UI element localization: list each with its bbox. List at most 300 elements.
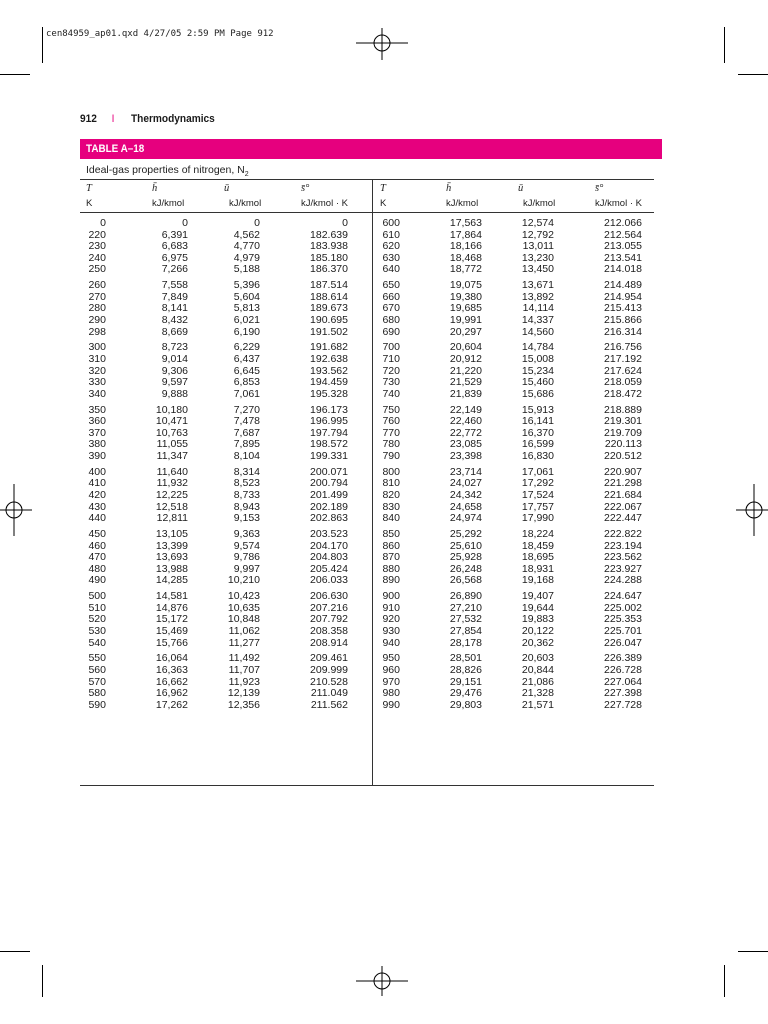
table-cell-temperature: 780 (382, 438, 400, 451)
table-cell-entropy: 214.489 (604, 279, 642, 292)
table-cell-entropy: 227.728 (604, 698, 642, 711)
table-cell-temperature: 270 (88, 290, 106, 303)
table-cell-internal-energy: 5,396 (233, 279, 260, 292)
table-cell-temperature: 230 (88, 240, 106, 253)
table-cell-temperature: 800 (382, 465, 400, 478)
table-cell-temperature: 360 (88, 415, 106, 428)
table-cell-entropy: 222.067 (604, 500, 642, 513)
table-cell-internal-energy: 17,524 (521, 489, 554, 501)
table-cell-internal-energy: 15,234 (521, 364, 554, 377)
table-cell-enthalpy: 17,563 (449, 217, 482, 229)
table-cell-entropy: 202.189 (310, 500, 348, 513)
table-cell-enthalpy: 18,468 (449, 251, 482, 264)
table-cell-enthalpy: 16,962 (155, 687, 188, 700)
table-cell-internal-energy: 11,277 (228, 636, 260, 649)
table-cell-temperature: 760 (382, 415, 400, 428)
table-cell-enthalpy: 19,685 (449, 302, 482, 315)
table-cell-internal-energy: 6,229 (233, 341, 260, 354)
table-cell-internal-energy: 7,687 (233, 426, 260, 439)
table-cell-enthalpy: 22,460 (449, 415, 482, 428)
table-cell-entropy: 223.927 (604, 562, 642, 575)
table-cell-entropy: 213.541 (604, 251, 642, 264)
internal-energy-symbol (518, 183, 523, 194)
table-cell-internal-energy: 4,770 (233, 240, 260, 253)
table-cell-internal-energy: 12,792 (521, 228, 554, 241)
table-cell-entropy: 0 (342, 217, 348, 229)
table-cell-internal-energy: 9,363 (233, 528, 260, 540)
enthalpy-unit: kJ/kmol (446, 198, 479, 209)
table-cell-enthalpy: 23,085 (449, 438, 482, 451)
table-cell-internal-energy: 9,153 (233, 512, 260, 525)
temperature-symbol (380, 183, 386, 194)
crop-mark (738, 951, 768, 952)
table-cell-enthalpy: 27,532 (449, 613, 482, 626)
table-cell-temperature: 550 (88, 652, 106, 665)
table-cell-entropy: 194.459 (310, 376, 348, 389)
table-cell-internal-energy: 8,314 (233, 465, 260, 478)
table-cell-enthalpy: 19,380 (449, 290, 482, 303)
enthalpy-symbol-text: h̄ (446, 183, 452, 194)
table-cell-entropy: 191.682 (310, 341, 348, 354)
table-cell-enthalpy: 15,172 (155, 613, 188, 626)
table-cell-entropy: 182.639 (310, 228, 348, 241)
table-cell-internal-energy: 18,931 (521, 562, 554, 575)
table-cell-entropy: 220.512 (604, 450, 642, 462)
crop-mark (0, 951, 30, 952)
table-cell-internal-energy: 15,686 (521, 387, 554, 400)
table-cell-entropy: 199.331 (310, 450, 348, 462)
caption-text: Ideal-gas properties of nitrogen, N (86, 164, 245, 176)
table-cell-enthalpy: 11,347 (156, 450, 188, 462)
internal-energy-symbol-text: ū (224, 183, 230, 194)
internal-energy-unit: kJ/kmol (229, 198, 262, 209)
table-cell-temperature: 250 (88, 263, 106, 276)
table-cell-enthalpy: 24,342 (449, 489, 482, 501)
table-cell-enthalpy: 28,501 (449, 652, 482, 665)
table-cell-temperature: 610 (382, 228, 400, 241)
table-cell-temperature: 320 (88, 364, 106, 377)
table-cell-entropy: 187.514 (310, 279, 348, 292)
table-cell-internal-energy: 11,707 (228, 664, 260, 676)
table-cell-enthalpy: 25,610 (449, 539, 482, 552)
table-cell-temperature: 950 (382, 652, 400, 665)
table-cell-entropy: 198.572 (310, 438, 348, 451)
table-cell-temperature: 870 (382, 551, 400, 564)
table-cell-enthalpy: 14,876 (155, 601, 188, 614)
table-cell-entropy: 218.059 (604, 376, 642, 389)
table-cell-entropy: 214.954 (604, 290, 642, 303)
table-cell-temperature: 910 (382, 601, 400, 614)
table-cell-temperature: 750 (382, 403, 400, 416)
table-cell-enthalpy: 27,854 (449, 625, 482, 637)
table-cell-internal-energy: 18,695 (521, 551, 554, 564)
table-cell-entropy: 225.701 (604, 625, 642, 637)
table-cell-enthalpy: 8,669 (161, 325, 188, 338)
table-cell-temperature: 500 (88, 590, 106, 603)
table-cell-enthalpy: 13,693 (155, 551, 188, 564)
table-cell-temperature: 370 (88, 426, 106, 439)
table-cell-internal-energy: 20,362 (521, 636, 554, 649)
table-cell-temperature: 890 (382, 574, 400, 587)
table-cell-entropy: 217.192 (604, 353, 642, 365)
table-cell-internal-energy: 16,599 (521, 438, 554, 451)
table-cell-temperature: 530 (88, 625, 106, 637)
table-cell-temperature: 540 (88, 636, 106, 649)
table-cell-internal-energy: 0 (254, 217, 260, 229)
table-bottom-rule (80, 785, 654, 786)
table-cell-temperature: 600 (382, 217, 400, 229)
table-cell-internal-energy: 8,733 (233, 489, 260, 501)
table-cell-entropy: 193.562 (310, 364, 348, 377)
table-cell-internal-energy: 6,190 (233, 325, 260, 338)
table-cell-internal-energy: 19,883 (521, 613, 554, 626)
table-cell-temperature: 470 (88, 551, 106, 564)
table-cell-entropy: 226.389 (604, 652, 642, 665)
table-cell-enthalpy: 27,210 (449, 601, 482, 614)
table-cell-temperature: 850 (382, 528, 400, 540)
table-cell-internal-energy: 7,061 (233, 387, 260, 400)
table-cell-entropy: 206.033 (310, 574, 348, 587)
table-cell-temperature: 0 (100, 217, 106, 229)
entropy-symbol-text: s̄° (301, 183, 310, 194)
table-cell-enthalpy: 17,262 (155, 698, 188, 711)
table-cell-enthalpy: 13,105 (155, 528, 188, 540)
table-cell-internal-energy: 6,437 (233, 353, 260, 365)
table-cell-enthalpy: 29,151 (449, 675, 482, 688)
internal-energy-unit: kJ/kmol (523, 198, 556, 209)
table-cell-internal-energy: 12,356 (227, 698, 260, 711)
table-cell-entropy: 200.071 (310, 465, 348, 478)
table-cell-internal-energy: 7,895 (233, 438, 260, 451)
table-cell-internal-energy: 17,990 (521, 512, 554, 525)
table-cell-entropy: 190.695 (310, 314, 348, 326)
table-cell-temperature: 240 (88, 251, 106, 264)
table-cell-temperature: 810 (382, 477, 400, 490)
table-cell-entropy: 220.907 (604, 465, 642, 478)
table-cell-internal-energy: 11,062 (228, 625, 260, 637)
table-cell-entropy: 219.709 (604, 426, 642, 439)
table-cell-entropy: 221.684 (604, 489, 642, 501)
table-cell-enthalpy: 6,683 (161, 240, 188, 253)
column-divider (372, 179, 373, 785)
table-cell-internal-energy: 4,562 (233, 228, 260, 241)
table-cell-temperature: 620 (382, 240, 400, 253)
crop-mark (0, 74, 30, 75)
table-cell-internal-energy: 11,492 (228, 652, 260, 665)
table-cell-enthalpy: 21,529 (449, 376, 482, 389)
table-cell-entropy: 226.047 (604, 636, 642, 649)
registration-mark-icon (356, 28, 408, 60)
table-cell-temperature: 970 (382, 675, 400, 688)
table-cell-enthalpy: 9,014 (161, 353, 188, 365)
table-cell-temperature: 740 (382, 387, 400, 400)
table-cell-enthalpy: 9,306 (161, 364, 188, 377)
table-cell-temperature: 710 (382, 353, 400, 365)
table-cell-internal-energy: 20,603 (521, 652, 554, 665)
table-cell-entropy: 223.194 (604, 539, 642, 552)
table-cell-entropy: 210.528 (310, 675, 348, 688)
table-cell-temperature: 300 (88, 341, 106, 354)
table-cell-enthalpy: 24,658 (449, 500, 482, 513)
table-cell-enthalpy: 25,292 (449, 528, 482, 540)
table-cell-entropy: 211.562 (310, 698, 348, 711)
table-cell-entropy: 217.624 (604, 364, 642, 377)
table-cell-temperature: 770 (382, 426, 400, 439)
table-cell-entropy: 189.673 (310, 302, 348, 315)
registration-mark-icon (356, 966, 408, 996)
table-cell-internal-energy: 21,328 (521, 687, 554, 700)
table-cell-entropy: 225.002 (604, 601, 642, 614)
table-cell-internal-energy: 10,210 (227, 574, 260, 587)
table-cell-internal-energy: 19,407 (521, 590, 554, 603)
table-cell-enthalpy: 9,597 (161, 376, 188, 389)
table-cell-enthalpy: 20,297 (449, 325, 482, 338)
table-cell-entropy: 185.180 (310, 251, 348, 264)
table-cell-entropy: 188.614 (310, 290, 348, 303)
table-cell-enthalpy: 29,803 (449, 698, 482, 711)
entropy-symbol-text: s̄° (595, 183, 604, 194)
table-cell-entropy: 211.049 (310, 687, 348, 700)
table-cell-temperature: 580 (88, 687, 106, 700)
table-cell-enthalpy: 19,991 (449, 314, 482, 326)
table-cell-enthalpy: 10,180 (155, 403, 188, 416)
table-cell-internal-energy: 8,943 (233, 500, 260, 513)
table-cell-temperature: 450 (88, 528, 106, 540)
table-cell-enthalpy: 12,225 (155, 489, 188, 501)
table-cell-temperature: 930 (382, 625, 400, 637)
table-cell-temperature: 670 (382, 302, 400, 315)
table-cell-enthalpy: 16,064 (155, 652, 188, 665)
registration-mark-icon (0, 484, 32, 536)
table-cell-enthalpy: 26,568 (449, 574, 482, 587)
table-cell-entropy: 207.792 (310, 613, 348, 626)
entropy-unit: kJ/kmol · K (301, 198, 348, 209)
crop-mark (42, 27, 43, 63)
table-cell-temperature: 660 (382, 290, 400, 303)
table-cell-internal-energy: 18,459 (521, 539, 554, 552)
table-cell-enthalpy: 14,285 (155, 574, 188, 587)
enthalpy-symbol (446, 183, 451, 194)
table-cell-enthalpy: 15,766 (155, 636, 188, 649)
table-cell-entropy: 227.064 (604, 675, 642, 688)
table-cell-enthalpy: 19,075 (449, 279, 482, 292)
entropy-symbol (595, 183, 603, 194)
table-cell-temperature: 460 (88, 539, 106, 552)
table-cell-enthalpy: 16,662 (155, 675, 188, 688)
table-cell-internal-energy: 16,370 (521, 426, 554, 439)
table-cell-entropy: 224.647 (604, 590, 642, 603)
table-cell-internal-energy: 14,560 (521, 325, 554, 338)
table-cell-enthalpy: 20,912 (449, 353, 482, 365)
internal-energy-symbol (224, 183, 229, 194)
table-cell-temperature: 690 (382, 325, 400, 338)
table-cell-temperature: 400 (88, 465, 106, 478)
table-cell-temperature: 220 (88, 228, 106, 241)
table-cell-internal-energy: 19,644 (521, 601, 554, 614)
registration-mark-icon (736, 484, 768, 536)
table-cell-entropy: 197.794 (310, 426, 348, 439)
table-cell-internal-energy: 13,230 (521, 251, 554, 264)
table-cell-entropy: 222.822 (604, 528, 642, 540)
table-cell-temperature: 330 (88, 376, 106, 389)
table-cell-entropy: 206.630 (310, 590, 348, 603)
table-cell-enthalpy: 0 (182, 217, 188, 229)
table-cell-temperature: 680 (382, 314, 400, 326)
table-cell-enthalpy: 11,932 (156, 477, 188, 490)
table-cell-internal-energy: 8,523 (233, 477, 260, 490)
table-cell-internal-energy: 13,011 (522, 240, 554, 253)
table-cell-temperature: 860 (382, 539, 400, 552)
table-cell-internal-energy: 19,168 (521, 574, 554, 587)
table-cell-enthalpy: 7,849 (161, 290, 188, 303)
table-cell-entropy: 203.523 (310, 528, 348, 540)
table-cell-enthalpy: 6,391 (161, 228, 188, 241)
temperature-symbol-text: T (380, 183, 386, 194)
table-cell-entropy: 216.756 (604, 341, 642, 354)
table-cell-entropy: 196.173 (310, 403, 348, 416)
table-cell-internal-energy: 13,892 (521, 290, 554, 303)
temperature-unit: K (86, 198, 93, 209)
table-cell-entropy: 212.564 (604, 228, 642, 241)
table-cell-temperature: 560 (88, 664, 106, 676)
table-cell-entropy: 207.216 (310, 601, 348, 614)
table-cell-temperature: 260 (88, 279, 106, 292)
table-cell-enthalpy: 7,266 (161, 263, 188, 276)
table-cell-temperature: 920 (382, 613, 400, 626)
table-cell-temperature: 310 (88, 353, 106, 365)
table-cell-internal-energy: 21,086 (521, 675, 554, 688)
table-cell-enthalpy: 24,027 (449, 477, 482, 490)
table-cell-enthalpy: 23,714 (449, 465, 482, 478)
table-cell-temperature: 590 (88, 698, 106, 711)
table-cell-enthalpy: 7,558 (161, 279, 188, 292)
page-number: 912 (80, 113, 97, 125)
table-cell-temperature: 510 (88, 601, 106, 614)
table-cell-enthalpy: 26,890 (449, 590, 482, 603)
table-cell-entropy: 202.863 (310, 512, 348, 525)
table-cell-internal-energy: 6,645 (233, 364, 260, 377)
table-cell-enthalpy: 15,469 (155, 625, 188, 637)
print-slug: cen84959_ap01.qxd 4/27/05 2:59 PM Page 912 (46, 29, 274, 39)
table-cell-entropy: 213.055 (604, 240, 642, 253)
table-cell-internal-energy: 8,104 (233, 450, 260, 462)
header-separator: I (111, 113, 115, 125)
table-cell-entropy: 220.113 (604, 438, 642, 451)
table-cell-entropy: 224.288 (604, 574, 642, 587)
table-cell-temperature: 290 (88, 314, 106, 326)
table-cell-temperature: 340 (88, 387, 106, 400)
table-cell-entropy: 218.889 (604, 403, 642, 416)
table-cell-temperature: 990 (382, 698, 400, 711)
table-cell-temperature: 280 (88, 302, 106, 315)
table-cell-entropy: 204.803 (310, 551, 348, 564)
table-cell-enthalpy: 8,141 (161, 302, 188, 315)
table-cell-entropy: 214.018 (604, 263, 642, 276)
table-cell-enthalpy: 14,581 (155, 590, 188, 603)
table-cell-internal-energy: 15,460 (521, 376, 554, 389)
table-cell-enthalpy: 8,432 (161, 314, 188, 326)
table-top-rule (80, 179, 654, 180)
table-cell-enthalpy: 12,811 (156, 512, 188, 525)
table-cell-temperature: 380 (88, 438, 106, 451)
table-cell-internal-energy: 15,008 (521, 353, 554, 365)
table-cell-temperature: 650 (382, 279, 400, 292)
table-cell-temperature: 440 (88, 512, 106, 525)
table-cell-internal-energy: 5,604 (233, 290, 260, 303)
crop-mark (738, 74, 768, 75)
table-cell-enthalpy: 25,928 (449, 551, 482, 564)
table-cell-enthalpy: 6,975 (161, 251, 188, 264)
table-cell-internal-energy: 5,813 (233, 302, 260, 315)
table-cell-enthalpy: 22,149 (449, 403, 482, 416)
crop-mark (724, 965, 725, 997)
table-cell-entropy: 186.370 (310, 263, 348, 276)
table-cell-enthalpy: 11,640 (156, 465, 188, 478)
table-cell-internal-energy: 7,270 (233, 403, 260, 416)
table-cell-entropy: 208.358 (310, 625, 348, 637)
table-cell-internal-energy: 5,188 (233, 263, 260, 276)
table-cell-temperature: 720 (382, 364, 400, 377)
table-cell-temperature: 900 (382, 590, 400, 603)
table-cell-internal-energy: 9,574 (233, 539, 260, 552)
table-cell-temperature: 630 (382, 251, 400, 264)
table-cell-enthalpy: 29,476 (449, 687, 482, 700)
header-bottom-rule (80, 212, 654, 213)
table-cell-enthalpy: 9,888 (161, 387, 188, 400)
table-cell-entropy: 208.914 (310, 636, 348, 649)
table-cell-internal-energy: 6,853 (233, 376, 260, 389)
table-cell-enthalpy: 28,826 (449, 664, 482, 676)
table-cell-enthalpy: 22,772 (449, 426, 482, 439)
table-cell-entropy: 216.314 (604, 325, 642, 338)
table-cell-internal-energy: 10,423 (227, 590, 260, 603)
table-cell-temperature: 420 (88, 489, 106, 501)
crop-mark (724, 27, 725, 63)
table-cell-entropy: 200.794 (310, 477, 348, 490)
table-cell-temperature: 980 (382, 687, 400, 700)
entropy-unit: kJ/kmol · K (595, 198, 642, 209)
table-cell-internal-energy: 10,848 (227, 613, 260, 626)
table-cell-internal-energy: 10,635 (227, 601, 260, 614)
table-cell-temperature: 700 (382, 341, 400, 354)
table-cell-entropy: 195.328 (310, 387, 348, 400)
table-cell-internal-energy: 14,784 (521, 341, 554, 354)
table-cell-entropy: 215.866 (604, 314, 642, 326)
table-cell-enthalpy: 24,974 (449, 512, 482, 525)
table-cell-entropy: 225.353 (604, 613, 642, 626)
table-cell-enthalpy: 8,723 (161, 341, 188, 354)
table-cell-temperature: 490 (88, 574, 106, 587)
table-cell-entropy: 205.424 (310, 562, 348, 575)
table-cell-enthalpy: 26,248 (449, 562, 482, 575)
table-cell-temperature: 520 (88, 613, 106, 626)
table-cell-enthalpy: 18,772 (449, 263, 482, 276)
table-cell-enthalpy: 13,399 (155, 539, 188, 552)
crop-mark (42, 965, 43, 997)
table-cell-enthalpy: 12,518 (155, 500, 188, 513)
table-cell-temperature: 390 (88, 450, 106, 462)
book-title: Thermodynamics (130, 113, 215, 125)
table-cell-internal-energy: 12,139 (227, 687, 260, 700)
table-cell-enthalpy: 28,178 (449, 636, 482, 649)
table-label-banner (80, 139, 662, 159)
table-cell-temperature: 960 (382, 664, 400, 676)
table-cell-entropy: 191.502 (310, 325, 348, 338)
table-cell-internal-energy: 17,292 (521, 477, 554, 490)
table-cell-enthalpy: 10,471 (155, 415, 188, 428)
table-cell-entropy: 196.995 (310, 415, 348, 428)
enthalpy-unit: kJ/kmol (152, 198, 185, 209)
